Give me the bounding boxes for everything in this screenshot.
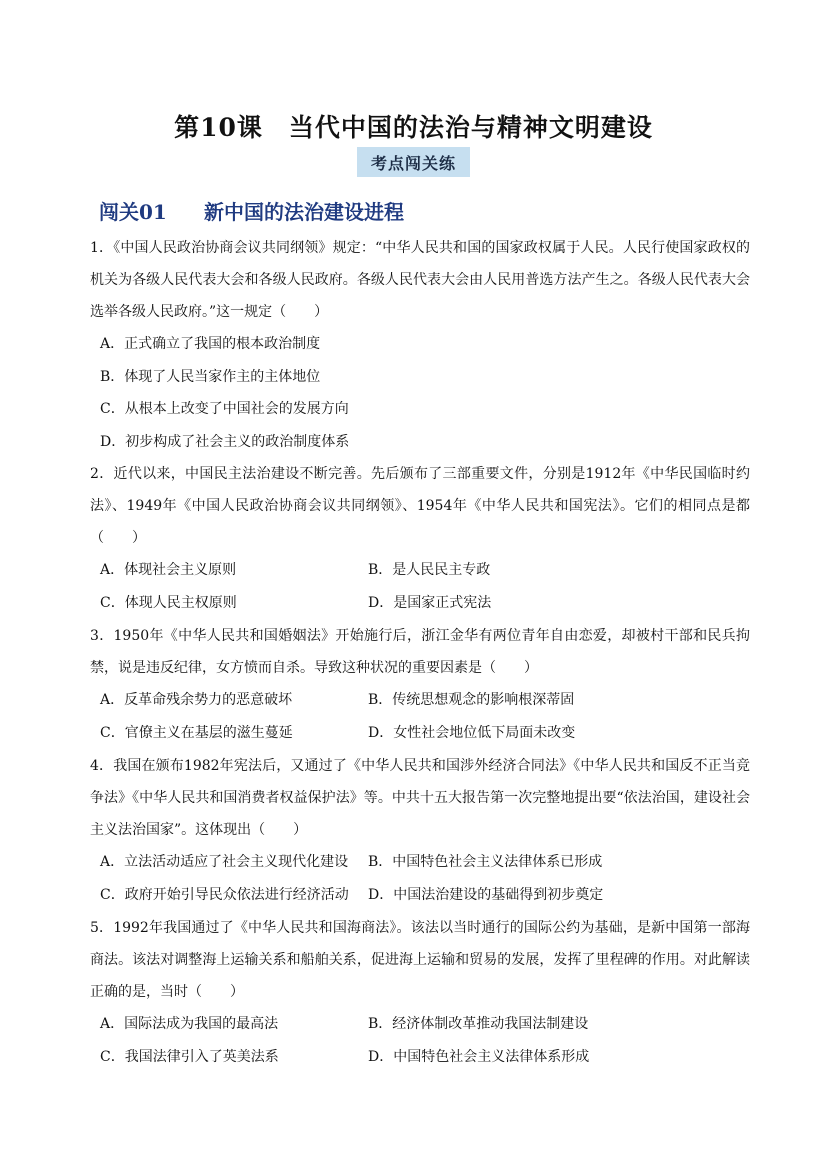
option-b: B．体现了人民当家作主的主体地位 [100,368,321,385]
exercise-badge: 考点闯关练 [357,147,470,177]
option-d: D．是国家正式宪法 [368,594,492,611]
question-stem: 3．1950年《中华人民共和国婚姻法》开始施行后，浙江金华有两位青年自由恋爱，却被村干部和民兵拘禁，说是违反纪律，女方愤而自杀。导致这种状况的重要因素是（ ） [90,628,750,676]
lesson-title: 第10课 当代中国的法治与精神文明建设 [174,113,653,142]
question-3 [90,620,750,749]
option-d: D．中国法治建设的基础得到初步奠定 [368,886,604,903]
option-a: A．国际法成为我国的最高法 [100,1016,279,1032]
option-b: B．传统思想观念的影响根深蒂固 [368,692,575,708]
option-row [90,587,750,620]
option-c: C．从根本上改变了中国社会的发展方向 [100,401,349,417]
option-row [90,846,750,879]
option-row [90,1008,750,1041]
option-c: C．政府开始引导民众依法进行经济活动 [100,886,349,903]
badge-wrap [0,147,827,177]
question-stem: 2．近代以来，中国民主法治建设不断完善。先后颁布了三部重要文件，分别是1912年《中华民国临时约法》、1949年《中国人民政治协商会议共同纲领》、1954年《中华人民共和国宪法》。它们的相同点是都（ ） [90,466,750,546]
option-c: C．体现人民主权原则 [100,594,237,611]
question-4 [90,750,750,911]
question-stem: 1．《中国人民政治协商会议共同纲领》规定：“中华人民共和国的国家政权属于人民。人民行使国家政权的机关为各级人民代表大会和各级人民政府。各级人民代表大会由人民用普选方法产生之。各级人民代表大会选举各级人民政府。”这一规定（ ） [90,240,750,320]
option-a: A．反革命残余势力的恶意破坏 [100,692,293,708]
question-stem: 4．我国在颁布1982年宪法后，又通过了《中华人民共和国涉外经济合同法》《中华人民共和国反不正当竞争法》《中华人民共和国消费者权益保护法》等。中共十五大报告第一次完整地提出要“依法治国，建设社会主义法治国家”。这体现出（ ） [90,758,750,838]
option-c: C．我国法律引入了英美法系 [100,1048,279,1065]
option-d: D．女性社会地位低下局面未改变 [368,724,576,741]
question-5 [90,912,750,1073]
option-d: D．初步构成了社会主义的政治制度体系 [100,433,350,450]
section-name: 新中国的法治建设进程 [204,200,404,224]
option-b: B．是人民民主专政 [368,562,491,578]
section-heading [99,196,404,225]
question-stem: 5．1992年我国通过了《中华人民共和国海商法》。该法以当时通行的国际公约为基础，是新中国第一部海商法。该法对调整海上运输关系和船舶关系，促进海上运输和贸易的发展，发挥了里程碑的作用。对此解读正确的是，当时（ ） [90,920,750,1000]
option-b: B．经济体制改革推动我国法制建设 [368,1016,589,1032]
option-c: C．官僚主义在基层的滋生蔓延 [100,724,293,741]
option-d: D．中国特色社会主义法律体系形成 [368,1048,590,1065]
option-row [90,879,750,912]
option-row [90,554,750,587]
option-row [90,1041,750,1074]
question-2 [90,458,750,619]
question-1 [90,232,750,458]
option-b: B．中国特色社会主义法律体系已形成 [368,854,603,870]
section-label: 闯关01 [99,200,167,224]
option-row [90,717,750,750]
option-a: A．体现社会主义原则 [100,562,237,578]
option-a: A．正式确立了我国的根本政治制度 [100,336,321,352]
option-row [90,684,750,717]
option-a: A．立法活动适应了社会主义现代化建设 [100,854,349,870]
